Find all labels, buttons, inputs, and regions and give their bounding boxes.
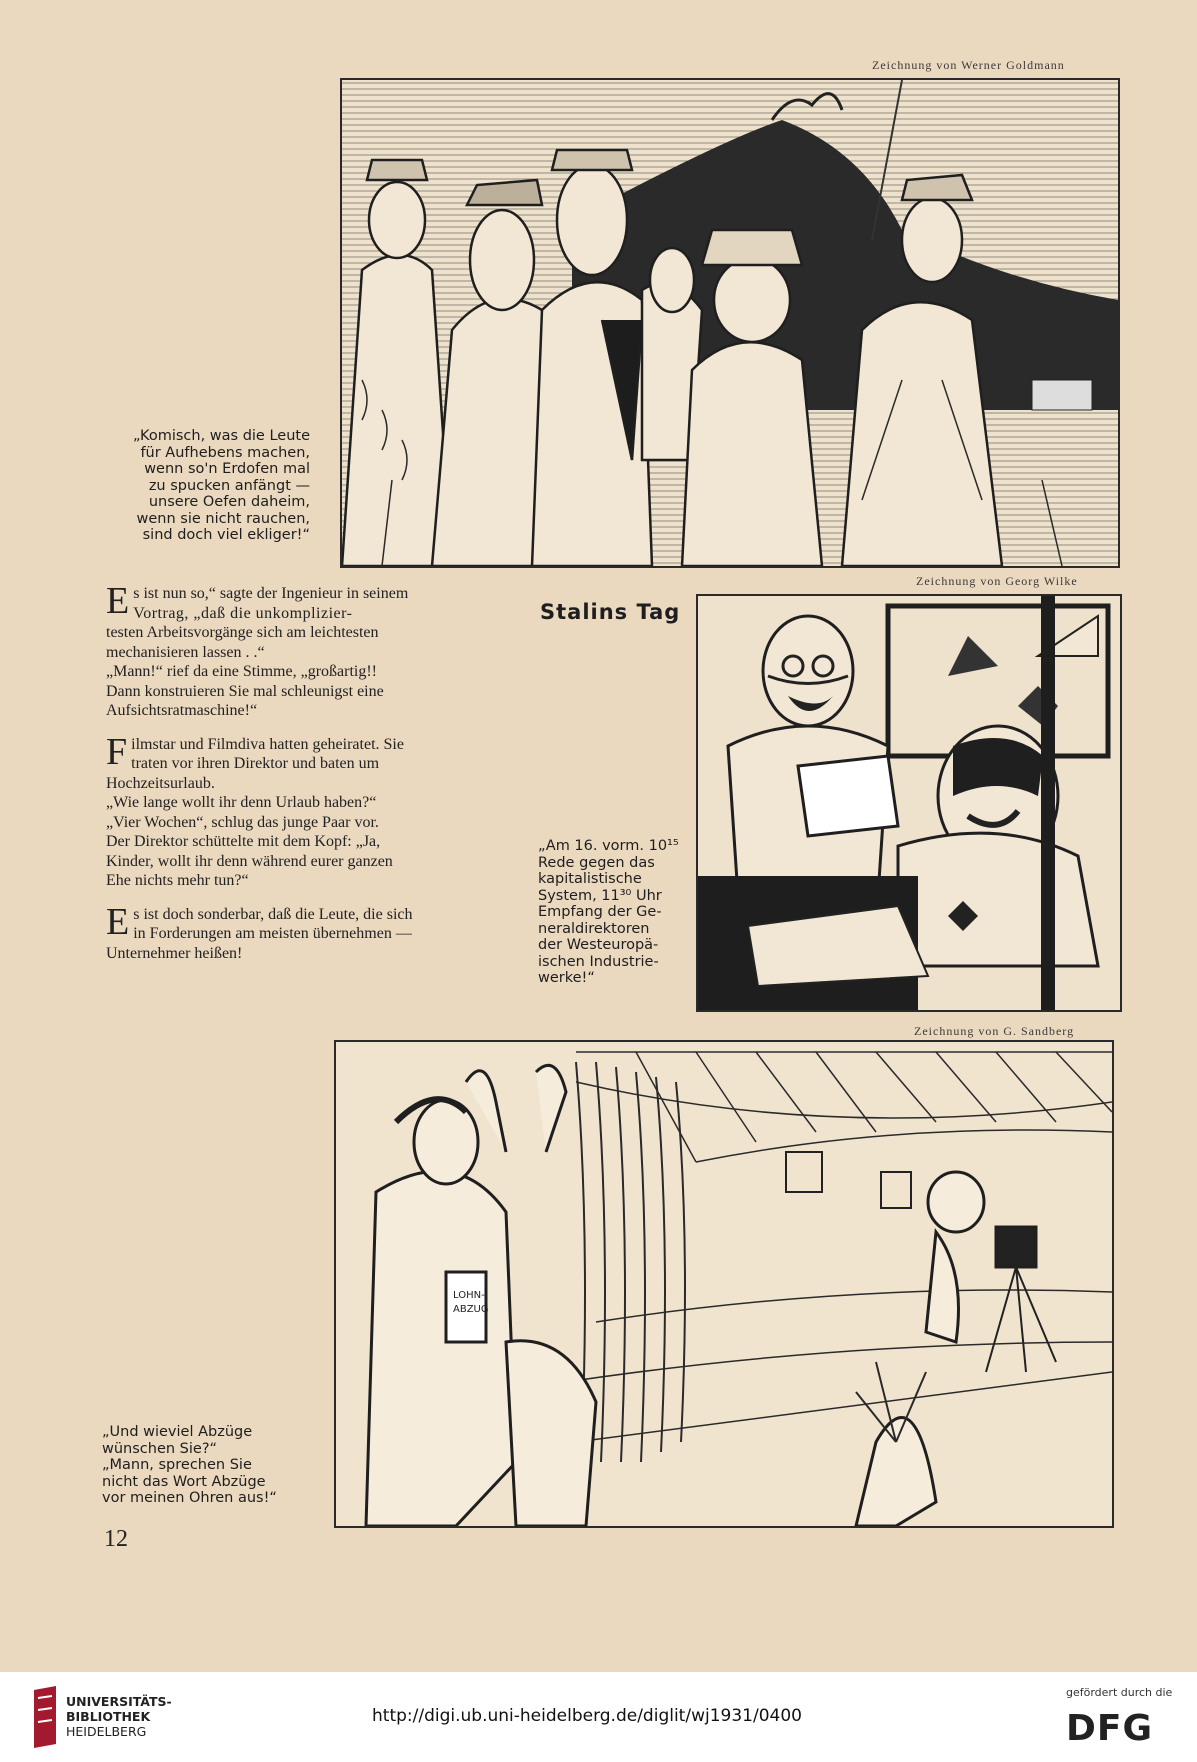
credit-wilke: Zeichnung von Georg Wilke [916,574,1078,588]
article-paragraph [106,580,512,721]
volcano-cartoon [340,78,1120,568]
caption-line: neraldirektoren [538,920,650,937]
permalink[interactable]: http://digi.ub.uni-heidelberg.de/diglit/wj1931/0400 [372,1706,802,1726]
drop-cap: F [106,730,128,773]
article-line: s ist doch sonderbar, daß die Leute, die sich [133,905,413,923]
article-line: mechanisieren lassen . .“ [106,643,265,661]
caption-line: wenn so'n Erdofen mal [144,461,310,477]
dfg-logo: DFG [1066,1708,1154,1749]
caption-line: ischen Industrie- [538,953,659,970]
drop-cap: E [106,900,130,943]
page-number: 12 [104,1526,128,1552]
university-logo-icon [30,1686,60,1748]
article-line: testen Arbeitsvorgänge sich am leichtesten [106,624,379,641]
article-line: Aufsichtsratmaschine!“ [106,702,258,719]
article-line: Kinder, wollt ihr denn während eurer ganzen [106,852,393,870]
book-label-2: ABZUG [453,1304,489,1315]
photographer-cartoon [334,1040,1114,1528]
university-name [66,1694,172,1739]
caption-line: werke!“ [538,970,595,986]
caption-line: Rede gegen das [538,854,655,871]
caption-line: vor meinen Ohren aus!“ [102,1490,277,1506]
stalin-caption [538,838,688,987]
article-line: Hochzeitsurlaub. [106,774,215,792]
caption-line: System, 11³⁰ Uhr [538,887,662,904]
article-line: traten vor ihren Direktor und baten um [131,755,380,772]
article-line: s ist nun so,“ sagte der Ingenieur in seinem [133,585,409,602]
caption-line: sind doch viel ekliger!“ [142,527,310,543]
article-line: Ehe nichts mehr tun?“ [106,872,249,889]
caption-line: kapitalistische [538,871,642,887]
article-line: Der Direktor schüttelte mit dem Kopf: „Ja, [106,833,381,850]
article-line: Unternehmer heißen! [106,944,243,962]
funding-note: gefördert durch die [1066,1686,1173,1699]
book-label-1: LOHN- [453,1290,485,1301]
credit-sandberg: Zeichnung von G. Sandberg [914,1024,1075,1038]
article-line: „Mann!“ rief da eine Stimme, „großartig!! [106,663,377,680]
uni-line: HEIDELBERG [66,1724,147,1739]
library-footer [0,1672,1197,1762]
article-paragraph [106,730,512,891]
article-line: Vortrag, „daß die unkomplizier- [133,604,353,622]
caption-line: „Am 16. vorm. 10¹⁵ [538,838,679,854]
volcano-caption [104,428,310,544]
article-line: „Wie lange wollt ihr denn Urlaub haben?“ [106,794,377,811]
drop-cap: E [106,580,130,622]
photographer-caption [102,1424,304,1507]
uni-line: BIBLIOTHEK [66,1709,151,1724]
caption-line: wünschen Sie?“ [102,1440,218,1457]
article-line: ilmstar und Filmdiva hatten geheiratet. Sie [131,735,404,753]
uni-line: UNIVERSITÄTS- [66,1694,172,1709]
article-paragraph [106,900,512,964]
stalin-title: Stalins Tag [540,600,681,624]
caption-line: unsere Oefen daheim, [148,494,310,510]
caption-line: „Komisch, was die Leute [133,428,310,444]
article-column [106,580,512,977]
caption-line: für Aufhebens machen, [140,444,310,461]
caption-line: der Westeuropä- [538,937,659,953]
article-line: in Forderungen am meisten übernehmen — [133,925,412,942]
caption-line: wenn sie nicht rauchen, [136,510,310,527]
stalin-cartoon [696,594,1122,1012]
article-line: Dann konstruieren Sie mal schleunigst eine [106,682,384,700]
caption-line: Empfang der Ge- [538,904,662,920]
article-line: „Vier Wochen“, schlug das junge Paar vor. [106,813,379,831]
caption-line: nicht das Wort Abzüge [102,1473,266,1490]
caption-line: zu spucken anfängt — [148,477,310,494]
credit-goldmann: Zeichnung von Werner Goldmann [872,58,1065,72]
caption-line: „Mann, sprechen Sie [102,1457,252,1473]
caption-line: „Und wieviel Abzüge [102,1424,253,1440]
